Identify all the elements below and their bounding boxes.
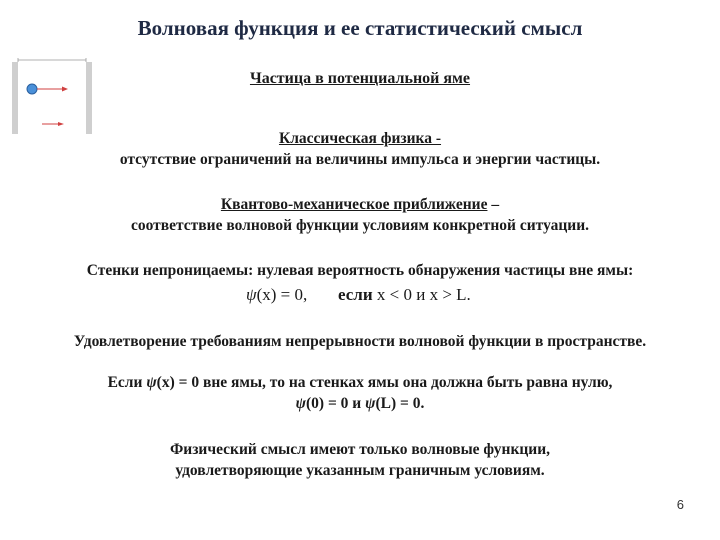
boundary-if: Если (107, 374, 143, 391)
psi-symbol: ψ (365, 395, 376, 412)
boundary-line-1 (0, 372, 720, 393)
subtitle: Частица в потенциальной яме (249, 70, 471, 87)
page-number: 6 (676, 497, 684, 512)
psi-symbol: ψ (246, 285, 257, 304)
boundary-line-2-a: (0) = 0 и (306, 395, 362, 412)
walls-equation: (x) = 0, (256, 285, 308, 304)
quantum-heading-text: Квантово-механическое приближение (220, 196, 488, 213)
boundary-line-2 (0, 393, 720, 414)
walls-text: Стенки непроницаемы: нулевая вероятность обнаружения частицы вне ямы: (86, 262, 634, 279)
classical-heading-text: Классическая физика - (278, 130, 442, 147)
page-title: Волновая функция и ее статистический смысл (137, 16, 583, 40)
meaning-line-2: удовлетворяющие указанным граничным условиям. (175, 462, 545, 479)
psi-symbol: ψ (146, 374, 157, 391)
quantum-heading (0, 194, 720, 215)
classical-text: отсутствие ограничений на величины импульса и энергии частицы. (119, 151, 601, 168)
walls-formula (246, 285, 307, 305)
boundary-line-1-rest: (x) = 0 вне ямы, то на стенках ямы она должна быть равна нулю, (156, 374, 613, 391)
quantum-dash: – (487, 196, 500, 213)
classical-heading (0, 128, 720, 149)
walls-condition-if: если (338, 285, 373, 304)
meaning-line-1: Физический смысл имеют только волновые функции, (169, 441, 551, 458)
psi-symbol: ψ (295, 395, 307, 412)
walls-condition-expr: x < 0 и x > L. (376, 285, 471, 304)
quantum-text: соответствие волновой функции условиям конкретной ситуации. (130, 217, 590, 234)
walls-condition (338, 285, 471, 305)
boundary-line-2-b: (L) = 0. (375, 395, 425, 412)
continuity-text: Удовлетворение требованиям непрерывности волновой функции в пространстве. (73, 333, 647, 350)
